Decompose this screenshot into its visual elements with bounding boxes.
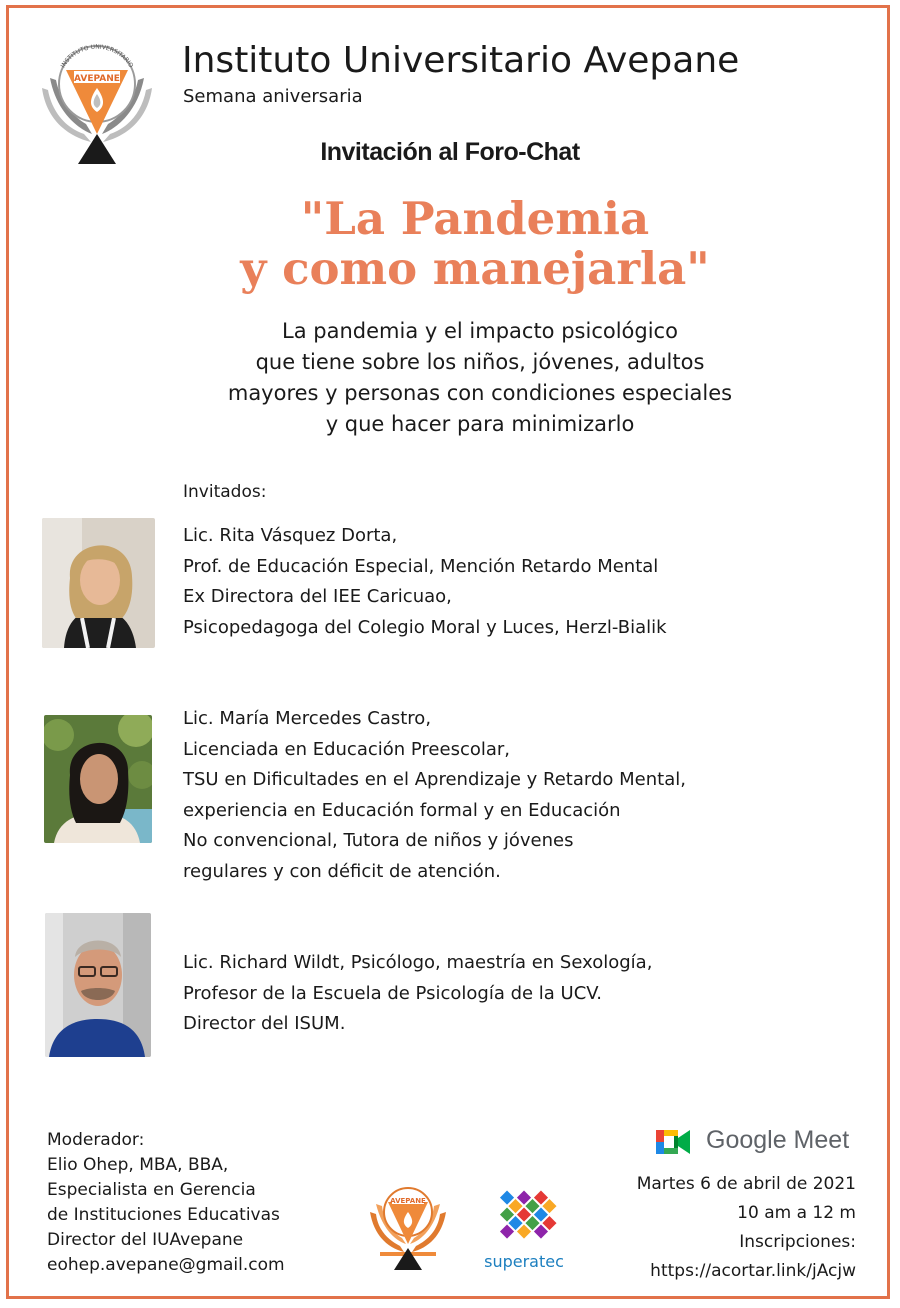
avepane-logo-small bbox=[368, 1182, 448, 1272]
registration-link[interactable]: https://acortar.link/jAcjw bbox=[650, 1261, 856, 1281]
guest-2-info bbox=[183, 704, 686, 887]
invitation-line: Invitación al Foro-Chat bbox=[320, 138, 580, 166]
institution-subtitle: Semana aniversaria bbox=[183, 86, 363, 107]
guest-line: Director del ISUM. bbox=[183, 1013, 346, 1034]
guest-line: Lic. Richard Wildt, Psicólogo, maestría en Sexología, bbox=[183, 952, 653, 973]
logo-badge-text: AVEPANE bbox=[74, 74, 120, 84]
event-title bbox=[0, 194, 900, 294]
event-title-line-1: "La Pandemia bbox=[300, 192, 650, 245]
google-meet-label: Google Meet bbox=[706, 1126, 850, 1154]
small-logo-badge-text: AVEPANE bbox=[390, 1197, 426, 1205]
moderator-line: de Instituciones Educativas bbox=[47, 1205, 280, 1225]
event-date: Martes 6 de abril de 2021 bbox=[636, 1174, 856, 1194]
guest-2-photo bbox=[44, 715, 152, 843]
event-description bbox=[0, 316, 900, 440]
registration-label: Inscripciones: bbox=[739, 1232, 856, 1252]
institution-title: Instituto Universitario Avepane bbox=[182, 40, 740, 81]
guest-line: No convencional, Tutora de niños y jóvenes bbox=[183, 830, 574, 851]
guest-line: TSU en Dificultades en el Aprendizaje y Retardo Mental, bbox=[183, 769, 686, 790]
moderator-line: Director del IUAvepane bbox=[47, 1230, 244, 1250]
description-line: La pandemia y el impacto psicológico bbox=[282, 319, 678, 343]
guest-line: Lic. Rita Vásquez Dorta, bbox=[183, 525, 398, 546]
description-line: que tiene sobre los niños, jóvenes, adultos bbox=[255, 350, 705, 374]
guest-line: Lic. María Mercedes Castro, bbox=[183, 708, 432, 729]
guest-line: regulares y con déficit de atención. bbox=[183, 860, 501, 882]
guests-label: Invitados: bbox=[183, 482, 267, 502]
guest-1-info bbox=[183, 521, 667, 643]
description-line: mayores y personas con condiciones especiales bbox=[227, 381, 733, 405]
moderator-line: Elio Ohep, MBA, BBA, bbox=[47, 1155, 229, 1175]
guest-line: Ex Directora del IEE Caricuao, bbox=[183, 586, 452, 607]
event-time: 10 am a 12 m bbox=[737, 1203, 856, 1223]
logo-ring-text: INSTITUTO UNIVERSITARIO bbox=[59, 43, 135, 70]
moderator-line: Especialista en Gerencia bbox=[47, 1180, 256, 1200]
guest-3-info bbox=[183, 948, 652, 1040]
moderator-email[interactable]: eohep.avepane@gmail.com bbox=[47, 1255, 285, 1275]
guest-line: Psicopedagoga del Colegio Moral y Luces, Herzl-Bialik bbox=[183, 616, 667, 638]
guest-line: Prof. de Educación Especial, Mención Retardo Mental bbox=[183, 555, 659, 577]
moderator-label: Moderador: bbox=[47, 1130, 145, 1150]
event-title-line-2: y como manejarla" bbox=[240, 242, 710, 295]
description-line: y que hacer para minimizarlo bbox=[325, 412, 635, 436]
guest-3-photo bbox=[45, 913, 151, 1057]
guest-line: experiencia en Educación formal y en Educación bbox=[183, 799, 621, 821]
moderator-info bbox=[47, 1128, 285, 1278]
guest-line: Profesor de la Escuela de Psicología de la UCV. bbox=[183, 982, 603, 1004]
guest-line: Licenciada en Educación Preescolar, bbox=[183, 738, 511, 760]
event-info bbox=[637, 1170, 856, 1286]
guest-1-photo bbox=[42, 518, 155, 648]
superatec-label: superatec bbox=[484, 1252, 564, 1271]
